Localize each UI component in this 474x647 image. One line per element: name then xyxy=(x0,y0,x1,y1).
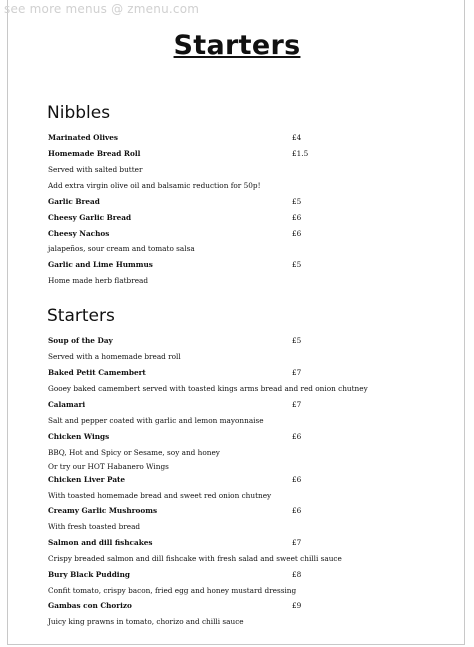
section-title: Starters xyxy=(47,306,115,326)
menu-item-price: £5 xyxy=(292,336,302,345)
menu-item-description: Crispy breaded salmon and dill fishcake with fresh salad and sweet chilli sauce xyxy=(48,554,342,563)
menu-item xyxy=(48,505,450,517)
menu-item-name: Marinated Olives xyxy=(48,133,119,142)
menu-item-name: Baked Petit Camembert xyxy=(48,368,146,377)
menu-item-price: £1.5 xyxy=(292,149,309,158)
menu-item xyxy=(48,431,450,443)
menu-item-description: Served with a homemade bread roll xyxy=(48,352,181,361)
menu-item-name: Cheesy Garlic Bread xyxy=(48,213,132,222)
menu-item-name: Creamy Garlic Mushrooms xyxy=(48,506,158,515)
menu-item xyxy=(48,399,450,411)
menu-item xyxy=(48,569,450,581)
menu-item-description: Add extra virgin olive oil and balsamic reduction for 50p! xyxy=(48,181,261,190)
menu-item-description: Home made herb flatbread xyxy=(48,276,149,285)
menu-item-name: Cheesy Nachos xyxy=(48,229,110,238)
menu-item-name: Chicken Wings xyxy=(48,432,110,441)
menu-item-price: £4 xyxy=(292,133,302,142)
menu-item-name: Bury Black Pudding xyxy=(48,570,130,579)
watermark-text: see more menus @ zmenu.com xyxy=(4,2,200,16)
menu-item-description: With toasted homemade bread and sweet red onion chutney xyxy=(48,491,272,500)
menu-item-price: £6 xyxy=(292,506,302,515)
menu-item-description: Salt and pepper coated with garlic and lemon mayonnaise xyxy=(48,416,264,425)
menu-item-price: £5 xyxy=(292,197,302,206)
menu-item-name: Salmon and dill fishcakes xyxy=(48,538,153,547)
menu-item-name: Gambas con Chorizo xyxy=(48,601,132,610)
menu-item xyxy=(48,212,450,224)
menu-item xyxy=(48,335,450,347)
menu-item-price: £7 xyxy=(292,368,302,377)
menu-item-price: £6 xyxy=(292,475,302,484)
menu-item-name: Garlic Bread xyxy=(48,197,100,206)
menu-item-description: With fresh toasted bread xyxy=(48,522,141,531)
menu-item-description: Or try our HOT Habanero Wings xyxy=(48,462,169,471)
menu-item xyxy=(48,600,450,612)
menu-item-description: BBQ, Hot and Spicy or Sesame, soy and honey xyxy=(48,448,220,457)
menu-item-price: £6 xyxy=(292,432,302,441)
menu-item-price: £7 xyxy=(292,400,302,409)
menu-item-description: Gooey baked camembert served with toasted kings arms bread and red onion chutney xyxy=(48,384,368,393)
menu-item xyxy=(48,474,450,486)
menu-item-name: Calamari xyxy=(48,400,86,409)
menu-item-description: jalapeños, sour cream and tomato salsa xyxy=(48,244,195,253)
menu-item-price: £8 xyxy=(292,570,302,579)
menu-item-description: Served with salted butter xyxy=(48,165,143,174)
menu-item-name: Chicken Liver Pate xyxy=(48,475,126,484)
menu-item-name: Homemade Bread Roll xyxy=(48,149,141,158)
menu-item-description: Juicy king prawns in tomato, chorizo and chilli sauce xyxy=(48,617,244,626)
menu-item xyxy=(48,367,450,379)
menu-item xyxy=(48,148,450,160)
menu-item-price: £7 xyxy=(292,538,302,547)
menu-item xyxy=(48,132,450,144)
menu-item-price: £6 xyxy=(292,213,302,222)
menu-item-name: Soup of the Day xyxy=(48,336,113,345)
menu-item-price: £6 xyxy=(292,229,302,238)
menu-item xyxy=(48,228,450,240)
menu-item-price: £5 xyxy=(292,260,302,269)
menu-item-price: £9 xyxy=(292,601,302,610)
menu-item xyxy=(48,537,450,549)
menu-item-description: Confit tomato, crispy bacon, fried egg and honey mustard dressing xyxy=(48,586,297,595)
menu-item xyxy=(48,259,450,271)
menu-item xyxy=(48,196,450,208)
page-title: Starters xyxy=(173,30,301,61)
section-title: Nibbles xyxy=(47,103,111,123)
menu-item-name: Garlic and Lime Hummus xyxy=(48,260,153,269)
